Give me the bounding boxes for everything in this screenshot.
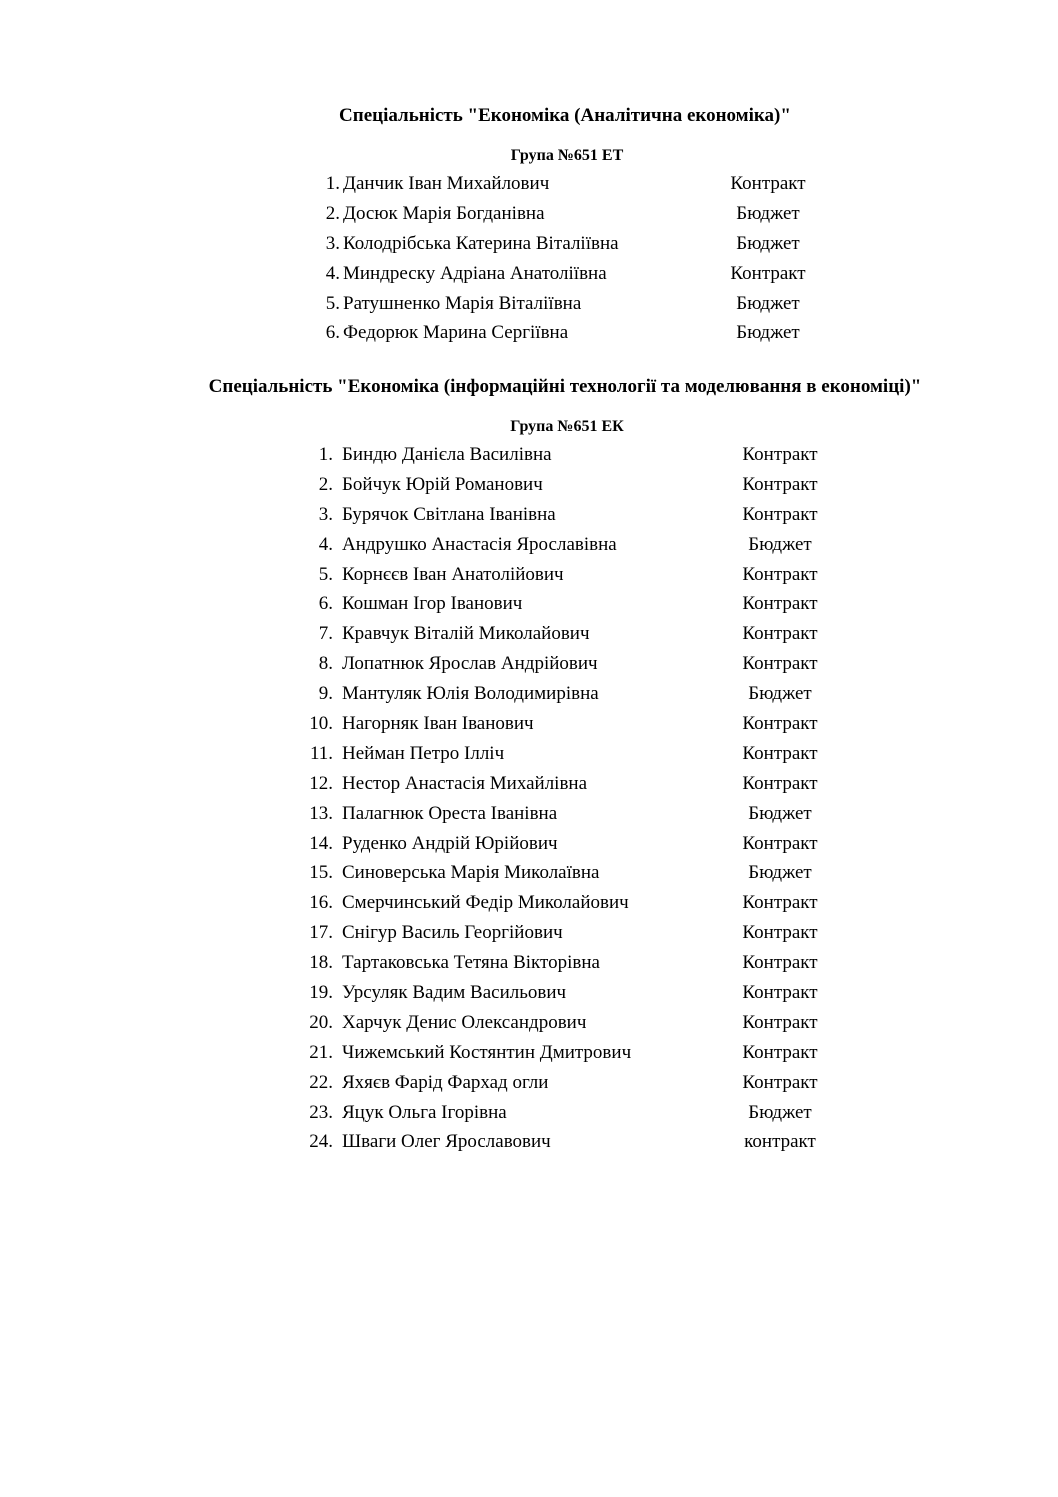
list-item [0,440,1058,470]
student-name: Нейман Петро Ілліч [342,742,505,764]
student-name: Досюк Марія Богданівна [343,202,545,224]
student-number: 18. [309,952,333,974]
student-name: Урсуляк Вадим Васильович [342,982,567,1004]
funding-status: Контракт [742,713,818,735]
funding-status: Контракт [742,623,818,645]
list-item [0,918,1058,948]
funding-status: контракт [744,1131,816,1153]
section-title: Спеціальність "Економіка (Аналітична економіка)" [339,105,791,126]
list-item [0,769,1058,799]
student-name: Кошман Ігор Іванович [342,593,523,615]
section-title: Спеціальність "Економіка (інформаційні технології та моделювання в економіці)" [208,376,922,397]
funding-status: Бюджет [748,683,812,705]
student-number: 4. [325,262,340,284]
list-item [0,619,1058,649]
student-name: Шваги Олег Ярославович [342,1131,551,1153]
funding-status: Контракт [742,1041,818,1063]
student-name: Бурячок Світлана Іванівна [342,503,556,525]
funding-status: Контракт [742,444,818,465]
funding-status: Бюджет [748,802,812,824]
list-item [0,169,1058,199]
list-item [0,888,1058,918]
student-name: Бойчук Юрій Романович [342,473,543,495]
student-number: 22. [309,1071,333,1093]
student-number: 2. [318,473,333,495]
student-name: Федорюк Марина Сергіївна [343,322,569,344]
funding-status: Контракт [742,832,818,854]
student-name: Нестор Анастасія Михайлівна [342,772,588,794]
list-item [0,500,1058,530]
student-number: 2. [325,202,340,224]
list-item [0,289,1058,319]
list-item [0,229,1058,259]
student-number: 15. [309,862,333,884]
list-item [0,470,1058,500]
student-number: 14. [309,832,333,854]
student-number: 16. [309,892,333,914]
funding-status: Бюджет [748,533,812,555]
student-number: 23. [309,1101,333,1123]
funding-status: Контракт [742,1011,818,1033]
funding-status: Контракт [742,503,818,525]
student-number: 9. [318,683,333,705]
student-number: 13. [309,802,333,824]
list-item [0,1098,1058,1128]
list-item [0,1068,1058,1098]
group-title: Група №651 ЕТ [510,147,624,164]
funding-status: Бюджет [736,322,800,344]
student-number: 12. [309,772,333,794]
student-number: 20. [309,1011,333,1033]
student-number: 5. [325,292,340,314]
student-name: Данчик Іван Михайлович [343,173,550,194]
funding-status: Бюджет [736,292,800,314]
funding-status: Бюджет [736,202,800,224]
student-number: 6. [325,322,340,344]
student-name: Смерчинський Федір Миколайович [342,892,629,914]
list-item [0,1008,1058,1038]
student-number: 21. [309,1041,333,1063]
list-item [0,978,1058,1008]
funding-status: Контракт [742,593,818,615]
funding-status: Контракт [742,1071,818,1093]
funding-status: Бюджет [736,232,800,254]
student-name: Колодрібська Катерина Віталіївна [343,232,619,254]
student-number: 3. [318,503,333,525]
student-number: 1. [318,444,333,465]
list-item [0,1127,1058,1157]
student-number: 4. [318,533,333,555]
student-number: 11. [309,742,333,764]
funding-status: Контракт [742,653,818,675]
group-title: Група №651 ЕК [510,418,624,435]
student-name: Чижемський Костянтин Дмитрович [342,1041,632,1063]
funding-status: Контракт [730,173,806,194]
funding-status: Контракт [730,262,806,284]
list-item [0,589,1058,619]
student-number: 17. [309,922,333,944]
funding-status: Бюджет [748,1101,812,1123]
list-item [0,829,1058,859]
student-name: Тартаковська Тетяна Вікторівна [342,952,600,974]
list-item [0,948,1058,978]
student-name: Ратушненко Марія Віталіївна [343,292,582,314]
student-number: 10. [309,713,333,735]
student-number: 8. [318,653,333,675]
student-name: Снігур Василь Георгійович [342,922,563,944]
funding-status: Контракт [742,982,818,1004]
funding-status: Контракт [742,892,818,914]
student-list [0,169,1058,348]
list-item [0,318,1058,348]
student-name: Биндю Данієла Василівна [342,444,552,465]
student-name: Яцук Ольга Ігорівна [342,1101,507,1123]
list-item [0,679,1058,709]
list-item [0,739,1058,769]
student-name: Яхяєв Фарід Фархад огли [342,1071,549,1093]
funding-status: Контракт [742,473,818,495]
student-name: Харчук Денис Олександрович [342,1011,587,1033]
list-item [0,1038,1058,1068]
student-name: Лопатнюк Ярослав Андрійович [342,653,598,675]
list-item [0,858,1058,888]
student-name: Кравчук Віталій Миколайович [342,623,590,645]
student-name: Палагнюк Ореста Іванівна [342,802,558,824]
list-item [0,199,1058,229]
student-number: 19. [309,982,333,1004]
student-number: 1. [325,173,340,194]
list-item [0,649,1058,679]
student-number: 3. [325,232,340,254]
funding-status: Контракт [742,563,818,585]
student-number: 24. [309,1131,333,1153]
student-name: Мантуляк Юлія Володимирівна [342,683,599,705]
student-name: Андрушко Анастасія Ярославівна [342,533,617,555]
student-number: 6. [318,593,333,615]
list-item [0,259,1058,289]
student-name: Нагорняк Іван Іванович [342,713,534,735]
student-name: Руденко Андрій Юрійович [342,832,558,854]
funding-status: Бюджет [748,862,812,884]
student-name: Миндреску Адріана Анатоліївна [343,262,607,284]
funding-status: Контракт [742,922,818,944]
list-item [0,799,1058,829]
student-name: Синоверська Марія Миколаївна [342,862,600,884]
list-item [0,709,1058,739]
student-list [0,440,1058,1157]
student-name: Корнєєв Іван Анатолійович [342,563,564,585]
list-item [0,530,1058,560]
funding-status: Контракт [742,742,818,764]
funding-status: Контракт [742,772,818,794]
funding-status: Контракт [742,952,818,974]
student-number: 5. [318,563,333,585]
list-item [0,560,1058,590]
student-number: 7. [318,623,333,645]
